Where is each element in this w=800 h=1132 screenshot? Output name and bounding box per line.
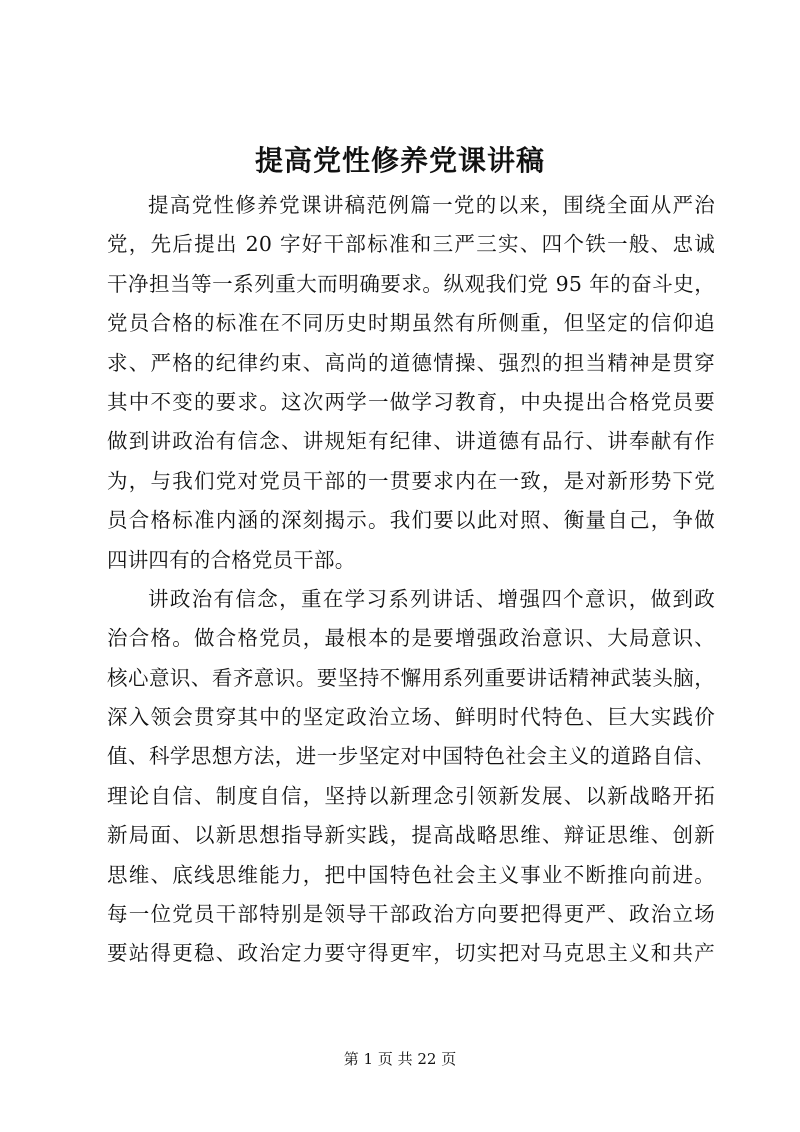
text-line: 新局面、以新思想指导新实践，提高战略思维、辩证思维、创新 [107,823,715,848]
text-line: 每一位党员干部特别是领导干部政治方向要把得更严、政治立场 [107,902,715,927]
text-line: 思维、底线思维能力，把中国特色社会主义事业不断推向前进。 [107,862,715,887]
text-line: 提高党性修养党课讲稿范例篇一党的以来，围绕全面从严治 [148,193,715,217]
text-line: 做到讲政治有信念、讲规矩有纪律、讲道德有品行、讲奉献有作 [107,429,715,454]
page-footer: 第 1 页 共 22 页 [343,1050,457,1068]
text-line: 四讲四有的合格党员干部。 [107,547,356,572]
paragraph-1 [107,186,715,580]
text-line: 为，与我们党对党员干部的一贯要求内在一致，是对新形势下党 [107,468,715,493]
text-line: 要站得更稳、政治定力要守得更牢，切实把对马克思主义和共产 [107,941,715,966]
text-line: 值、科学思想方法，进一步坚定对中国特色社会主义的道路自信、 [107,744,715,769]
text-line: 员合格标准内涵的深刻揭示。我们要以此对照、衡量自己，争做 [107,508,715,533]
paragraph-2 [107,580,715,974]
text-line: 党，先后提出 20 字好干部标准和三严三实、四个铁一般、忠诚 [107,232,715,257]
text-line: 其中不变的要求。这次两学一做学习教育，中央提出合格党员要 [107,389,715,414]
text-line: 核心意识、看齐意识。要坚持不懈用系列重要讲话精神武装头脑， [107,665,715,690]
text-line: 党员合格的标准在不同历史时期虽然有所侧重，但坚定的信仰追 [107,311,715,336]
document-title: 提高党性修养党课讲稿 [254,144,545,177]
text-line: 深入领会贯穿其中的坚定政治立场、鲜明时代特色、巨大实践价 [107,705,715,730]
text-line: 干净担当等一系列重大而明确要求。纵观我们党 95 年的奋斗史， [107,271,715,296]
text-line: 理论自信、制度自信，坚持以新理念引领新发展、以新战略开拓 [107,783,715,808]
document-body [107,186,715,974]
text-line: 讲政治有信念，重在学习系列讲话、增强四个意识，做到政 [148,586,715,611]
text-line: 治合格。做合格党员，最根本的是要增强政治意识、大局意识、 [107,626,715,651]
text-line: 求、严格的纪律约束、高尚的道德情操、强烈的担当精神是贯穿 [107,350,715,375]
